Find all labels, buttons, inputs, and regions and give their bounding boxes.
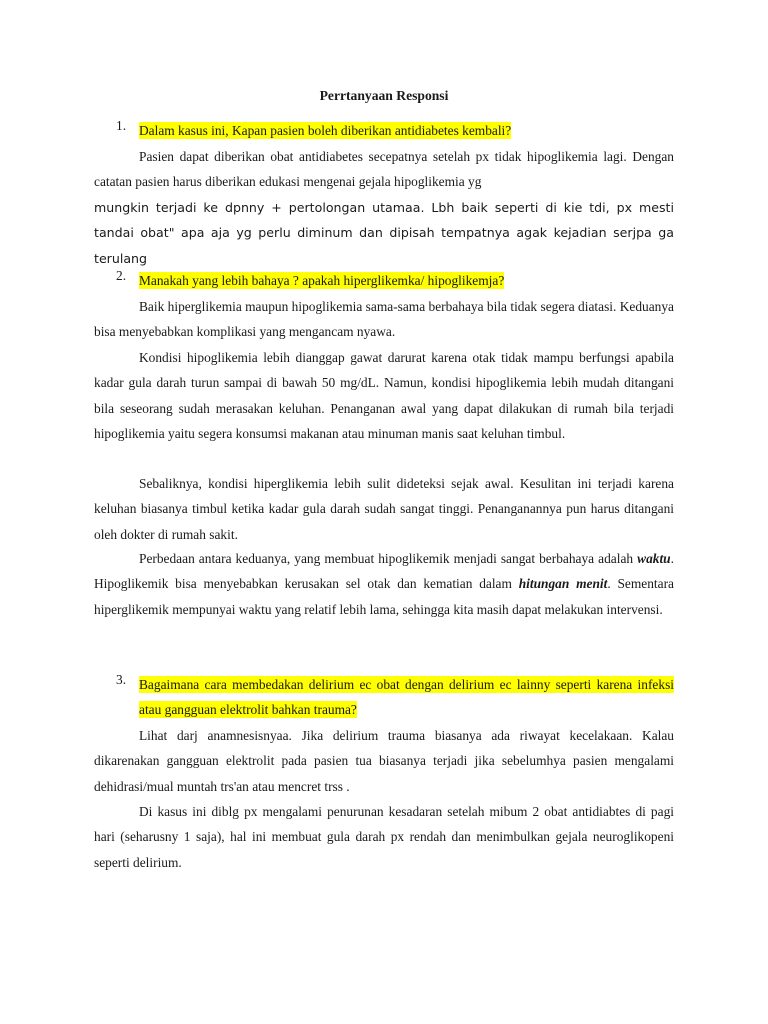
question-number: 1. [116, 118, 127, 133]
question-2 [94, 268, 674, 293]
question-text: Manakah yang lebih bahaya ? apakah hiperglikemka/ hipoglikemja? [139, 273, 505, 288]
question-number: 2. [116, 268, 127, 283]
question-text: Bagaimana cara membedakan delirium ec obat dengan delirium ec lainny seperti karena infeksi atau gangguan elektrolit bahkan trauma? [139, 677, 674, 718]
answer-2-paragraph-1: Baik hiperglikemia maupun hipoglikemia sama-sama berbahaya bila tidak segera diatasi. Keduanya bisa menyebabkan komplikasi yang mengancam nyawa. [94, 299, 674, 340]
answer-1-paragraph: Pasien dapat diberikan obat antidiabetes secepatnya setelah px tidak hipoglikemia lagi. Dengan catatan pasien harus diberikan edukasi mengenai gejala hipoglikemia yg [94, 149, 674, 190]
answer-2-paragraph-2: Kondisi hipoglikemia lebih dianggap gawat darurat karena otak tidak mampu berfungsi apabila kadar gula darah turun sampai di bawah 50 mg/dL. Namun, kondisi hipoglikemia lebih mudah ditangani bila seseorang sudah merasakan keluhan. Penanganan awal yang dapat dilakukan di rumah bila terjadi hipoglikemia yaitu segera konsumsi makanan atau minuman manis saat keluhan timbul. [94, 350, 674, 441]
answer-2-paragraph-3: Sebaliknya, kondisi hiperglikemia lebih sulit dideteksi sejak awal. Kesulitan ini terjadi karena keluhan biasanya timbul ketika kadar gula darah sudah sangat tinggi. Penanganannya pun harus ditangani oleh dokter di rumah sakit. [94, 476, 674, 542]
question-number: 3. [116, 672, 127, 687]
emphasis-waktu: waktu [637, 551, 671, 566]
emphasis-hitungan-menit: hitungan menit [518, 576, 608, 592]
question-3 [94, 672, 674, 723]
answer-3-paragraph-2: Di kasus ini diblg px mengalami penurunan kesadaran setelah mibum 2 obat antidiabtes di pagi hari (seharusny 1 saja), hal ini membuat gula darah px rendah dan menimbulkan gejala neuroglikopeni seperti delirium. [94, 804, 674, 870]
answer-3-paragraph-1: Lihat darj anamnesisnyaa. Jika delirium trauma biasanya ada riwayat kecelakaan. Kalau dikarenakan gangguan elektrolit pada pasien tua biasanya terjadi jika sebelumhya pasien mengalami dehidrasi/mual muntah trs'an atau mencret trss . [94, 728, 674, 794]
answer-1-paragraph-cont: mungkin terjadi ke dpnny + pertolongan utamaa. Lbh baik seperti di kie tdi, px mesti tandai obat" apa aja yg perlu diminum dan dipisah tempatnya agak kejadian serjpa ga terulang [94, 200, 674, 266]
answer-2-paragraph-4 [94, 546, 674, 622]
text-run: . Hipoglikemik bisa menyebabkan kerusakan sel otak dan kematian dalam [94, 551, 674, 592]
page-title: Perrtanyaan Responsi [319, 88, 449, 103]
question-text: Dalam kasus ini, Kapan pasien boleh diberikan antidiabetes kembali? [139, 123, 512, 138]
question-1 [94, 118, 674, 143]
text-run: Perbedaan antara keduanya, yang membuat hipoglikemik menjadi sangat berbahaya adalah [139, 551, 638, 566]
text-run: . Sementara hiperglikemik mempunyai waktu yang relatif lebih lama, sehingga kita masih dapat melakukan intervensi. [94, 576, 674, 617]
